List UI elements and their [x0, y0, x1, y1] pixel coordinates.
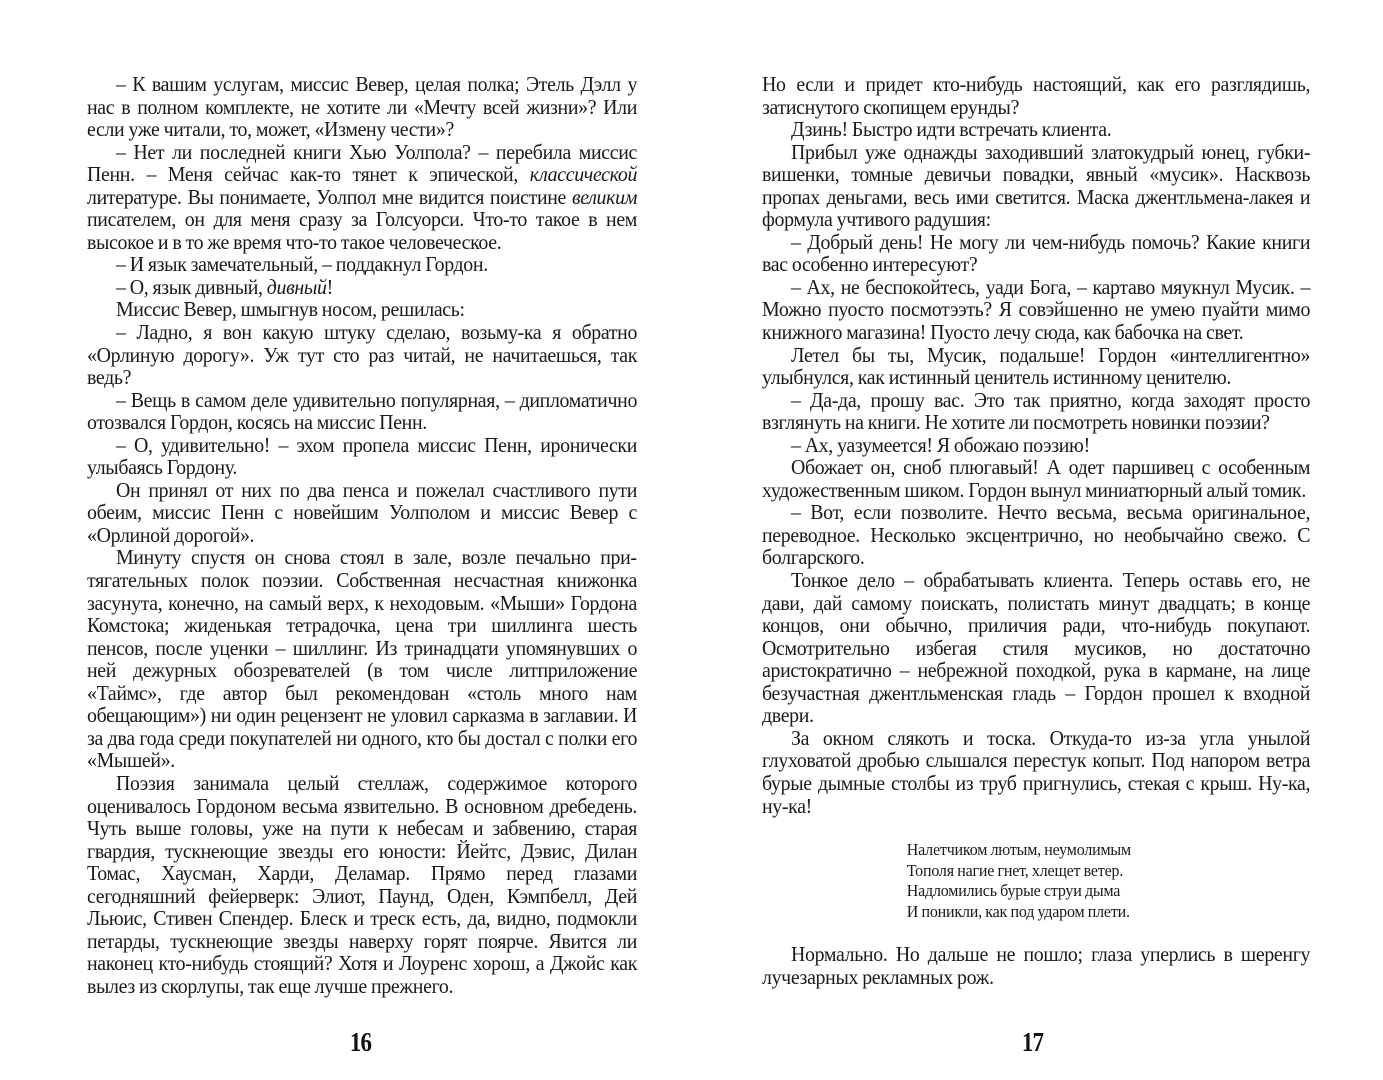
- paragraphs-after-poem: [762, 944, 1310, 989]
- italic-emphasis: великим: [571, 186, 638, 209]
- paragraph: – Да-да, прошу вас. Это так приятно, когда заходят просто взглянуть на книги. Не хотите ли посмотреть новинки поэзии?: [762, 389, 1311, 435]
- paragraph: – Ах, не беспокойтесь, уади Бога, – картаво мяукнул Мусик. – Можно пуосто посмотээть? Я совэйшенно не умею пуайти мимо книжного магазина! Пуосто лечу сюда, как бабочка на свет.: [762, 276, 1311, 345]
- right-page-text-column: [762, 74, 1310, 989]
- text-run: писателем, он для меня сразу за Голсуорси. Что-то такое в нем высокое и в то же время что-то такое человеческое.: [87, 209, 638, 254]
- poem-line: Тополя нагие гнет, хлещет ветер.: [906, 860, 1124, 880]
- text-run: литературе. Вы понимаете, Уолпол мне видится поистине: [87, 186, 572, 209]
- paragraph: Но если и придет кто-нибудь настоящий, как его разглядишь, затиснутого скопищем ерунды?: [762, 74, 1311, 119]
- paragraph: Поэзия занимала целый стеллаж, содержимое которого оценивалось Гордоном весьма язвительно. В основном дребедень. Чуть выше головы, уже на пути к небесам и забвению, старая гвардия, тускнеющие звезды его юности: Йейтс, Дэвис, Дилан Томас, Хаусман, Харди, Деламар. Прямо перед глазами сегодняшний фейерверк: Элиот, Паунд, Оден, Кэмпбелл, Дей Льюис, Стивен Спендер. Блеск и треск есть, да, видно, подмокли петарды, тускнеющие звезды наверху горят поярче. Явится ли наконец кто-нибудь стоящий? Хотя и Лоуренс хорош, а Джойс как вылез из скорлупы, так еще лучше прежнего.: [87, 772, 638, 998]
- paragraph: – Ладно, я вон какую штуку сделаю, возьму-ка я обратно «Орлиную дорогу». Уж тут сто раз читай, не начитаешься, так ведь?: [87, 322, 638, 390]
- paragraph: Минуту спустя он снова стоял в зале, возле печально притягательных полок поэзии. Собственная несчастная книжонка засунута, конечно, на самый верх, к неходовым. «Мыши» Гордона Комстока; жиденькая тетрадочка, цена три шиллинга шесть пенсов, после уценки – шиллинг. Из тринадцати упомянувших о ней дежурных обозревателей (в том числе литприложение «Таймс», где автор был рекомендован «столь много нам обещающим») ни один рецензент не уловил сарказма в заглавии. И за два года среди покупателей ни одного, кто бы достал с полки его «Мышей».: [87, 547, 638, 773]
- right-page: [690, 0, 1383, 1080]
- paragraph: Летел бы ты, Мусик, подальше! Гордон «интеллигентно» улыбнулся, как истинный ценитель истинному ценителю.: [762, 344, 1311, 390]
- paragraph: Обожает он, сноб плюгавый! А одет паршивец с особенным художественным шиком. Гордон вынул миниатюрный алый томик.: [762, 457, 1311, 502]
- poem-line: И поникли, как под ударом плети.: [906, 901, 1130, 921]
- paragraphs-before-poem: [762, 74, 1310, 818]
- paragraph: – Ах, уазумеется! Я обожаю поэзию!: [790, 434, 1090, 457]
- poem-line: Надломились бурые струи дыма: [906, 881, 1121, 901]
- paragraph: – Добрый день! Не могу ли чем-нибудь помочь? Какие книги вас особенно интересуют?: [762, 231, 1311, 277]
- paragraph: За окном слякоть и тоска. Откуда-то из-за угла унылой глуховатой дробью слышался перестук копыт. Под напором ветра бурые дымные столбы из труб пригнулись, стекая с крыш. Ну-ка, ну-ка!: [762, 727, 1311, 818]
- paragraph: – Вот, если позволите. Нечто весьма, весьма оригинальное, переводное. Несколько эксцентрично, но необычайно свежо. С болгарского.: [762, 502, 1311, 570]
- paragraph: Он принял от них по два пенса и пожелал счастливого пути обеим, миссис Пенн с новейшим Уолполом и миссис Вевер с «Орлиной дорогой».: [87, 479, 638, 547]
- italic-emphasis: классической: [529, 164, 638, 187]
- paragraph: – Вещь в самом деле удивительно популярная, – дипломатично отозвался Гордон, косясь на миссис Пенн.: [87, 389, 638, 435]
- text-run: – О, язык дивный,: [115, 276, 267, 299]
- text-run: – Нет ли последней книги Хью Уолпола? – перебила миссис Пенн. – Меня сейчас как-то тянет к эпической,: [87, 141, 638, 187]
- paragraph: [87, 277, 637, 300]
- page-number-left: 16: [349, 1027, 372, 1057]
- paragraph: Нормально. Но дальше не пошло; глаза уперлись в шеренгу лучезарных рекламных рож.: [762, 944, 1311, 989]
- poem-stanza: [762, 840, 1310, 922]
- paragraph: Миссис Вевер, шмыгнув носом, решилась:: [115, 299, 465, 322]
- paragraph: [87, 142, 637, 255]
- paragraph: Дзинь! Быстро идти встречать клиента.: [790, 119, 1112, 142]
- page-number-right: 17: [1021, 1027, 1044, 1057]
- left-page-text-column: [87, 74, 637, 998]
- text-run: !: [326, 276, 333, 299]
- paragraph: Прибыл уже однажды заходивший златокудрый юнец, губки-вишенки, томные девичьи повадки, явный «мусик». Насквозь пропах деньгами, весь ими светится. Маска джентльмена-лакея и формула учтивого радушия:: [762, 141, 1311, 232]
- left-page: [0, 0, 690, 1080]
- paragraph: – И язык замечательный, – поддакнул Гордон.: [115, 254, 488, 277]
- italic-emphasis: дивный: [266, 276, 327, 299]
- poem-line: Налетчиком лютым, неумолимым: [906, 840, 1131, 860]
- paragraph: Тонкое дело – обрабатывать клиента. Теперь оставь его, не дави, дай самому поискать, полистать минут двадцать; в конце концов, они обычно, приличия ради, что-нибудь покупают. Осмотрительно избегая стиля мусиков, но достаточно аристократично – небрежной походкой, рука в кармане, на лице безучастная джентльменская гладь – Гордон прошел к входной двери.: [762, 570, 1311, 728]
- paragraph: – О, удивительно! – эхом пропела миссис Пенн, иронически улыбаясь Гордону.: [87, 434, 638, 480]
- paragraph: – К вашим услугам, миссис Вевер, целая полка; Этель Дэлл у нас в полном комплекте, не хотите ли «Мечту всей жизни»? Или если уже читали, то, может, «Измену чести»?: [87, 74, 638, 142]
